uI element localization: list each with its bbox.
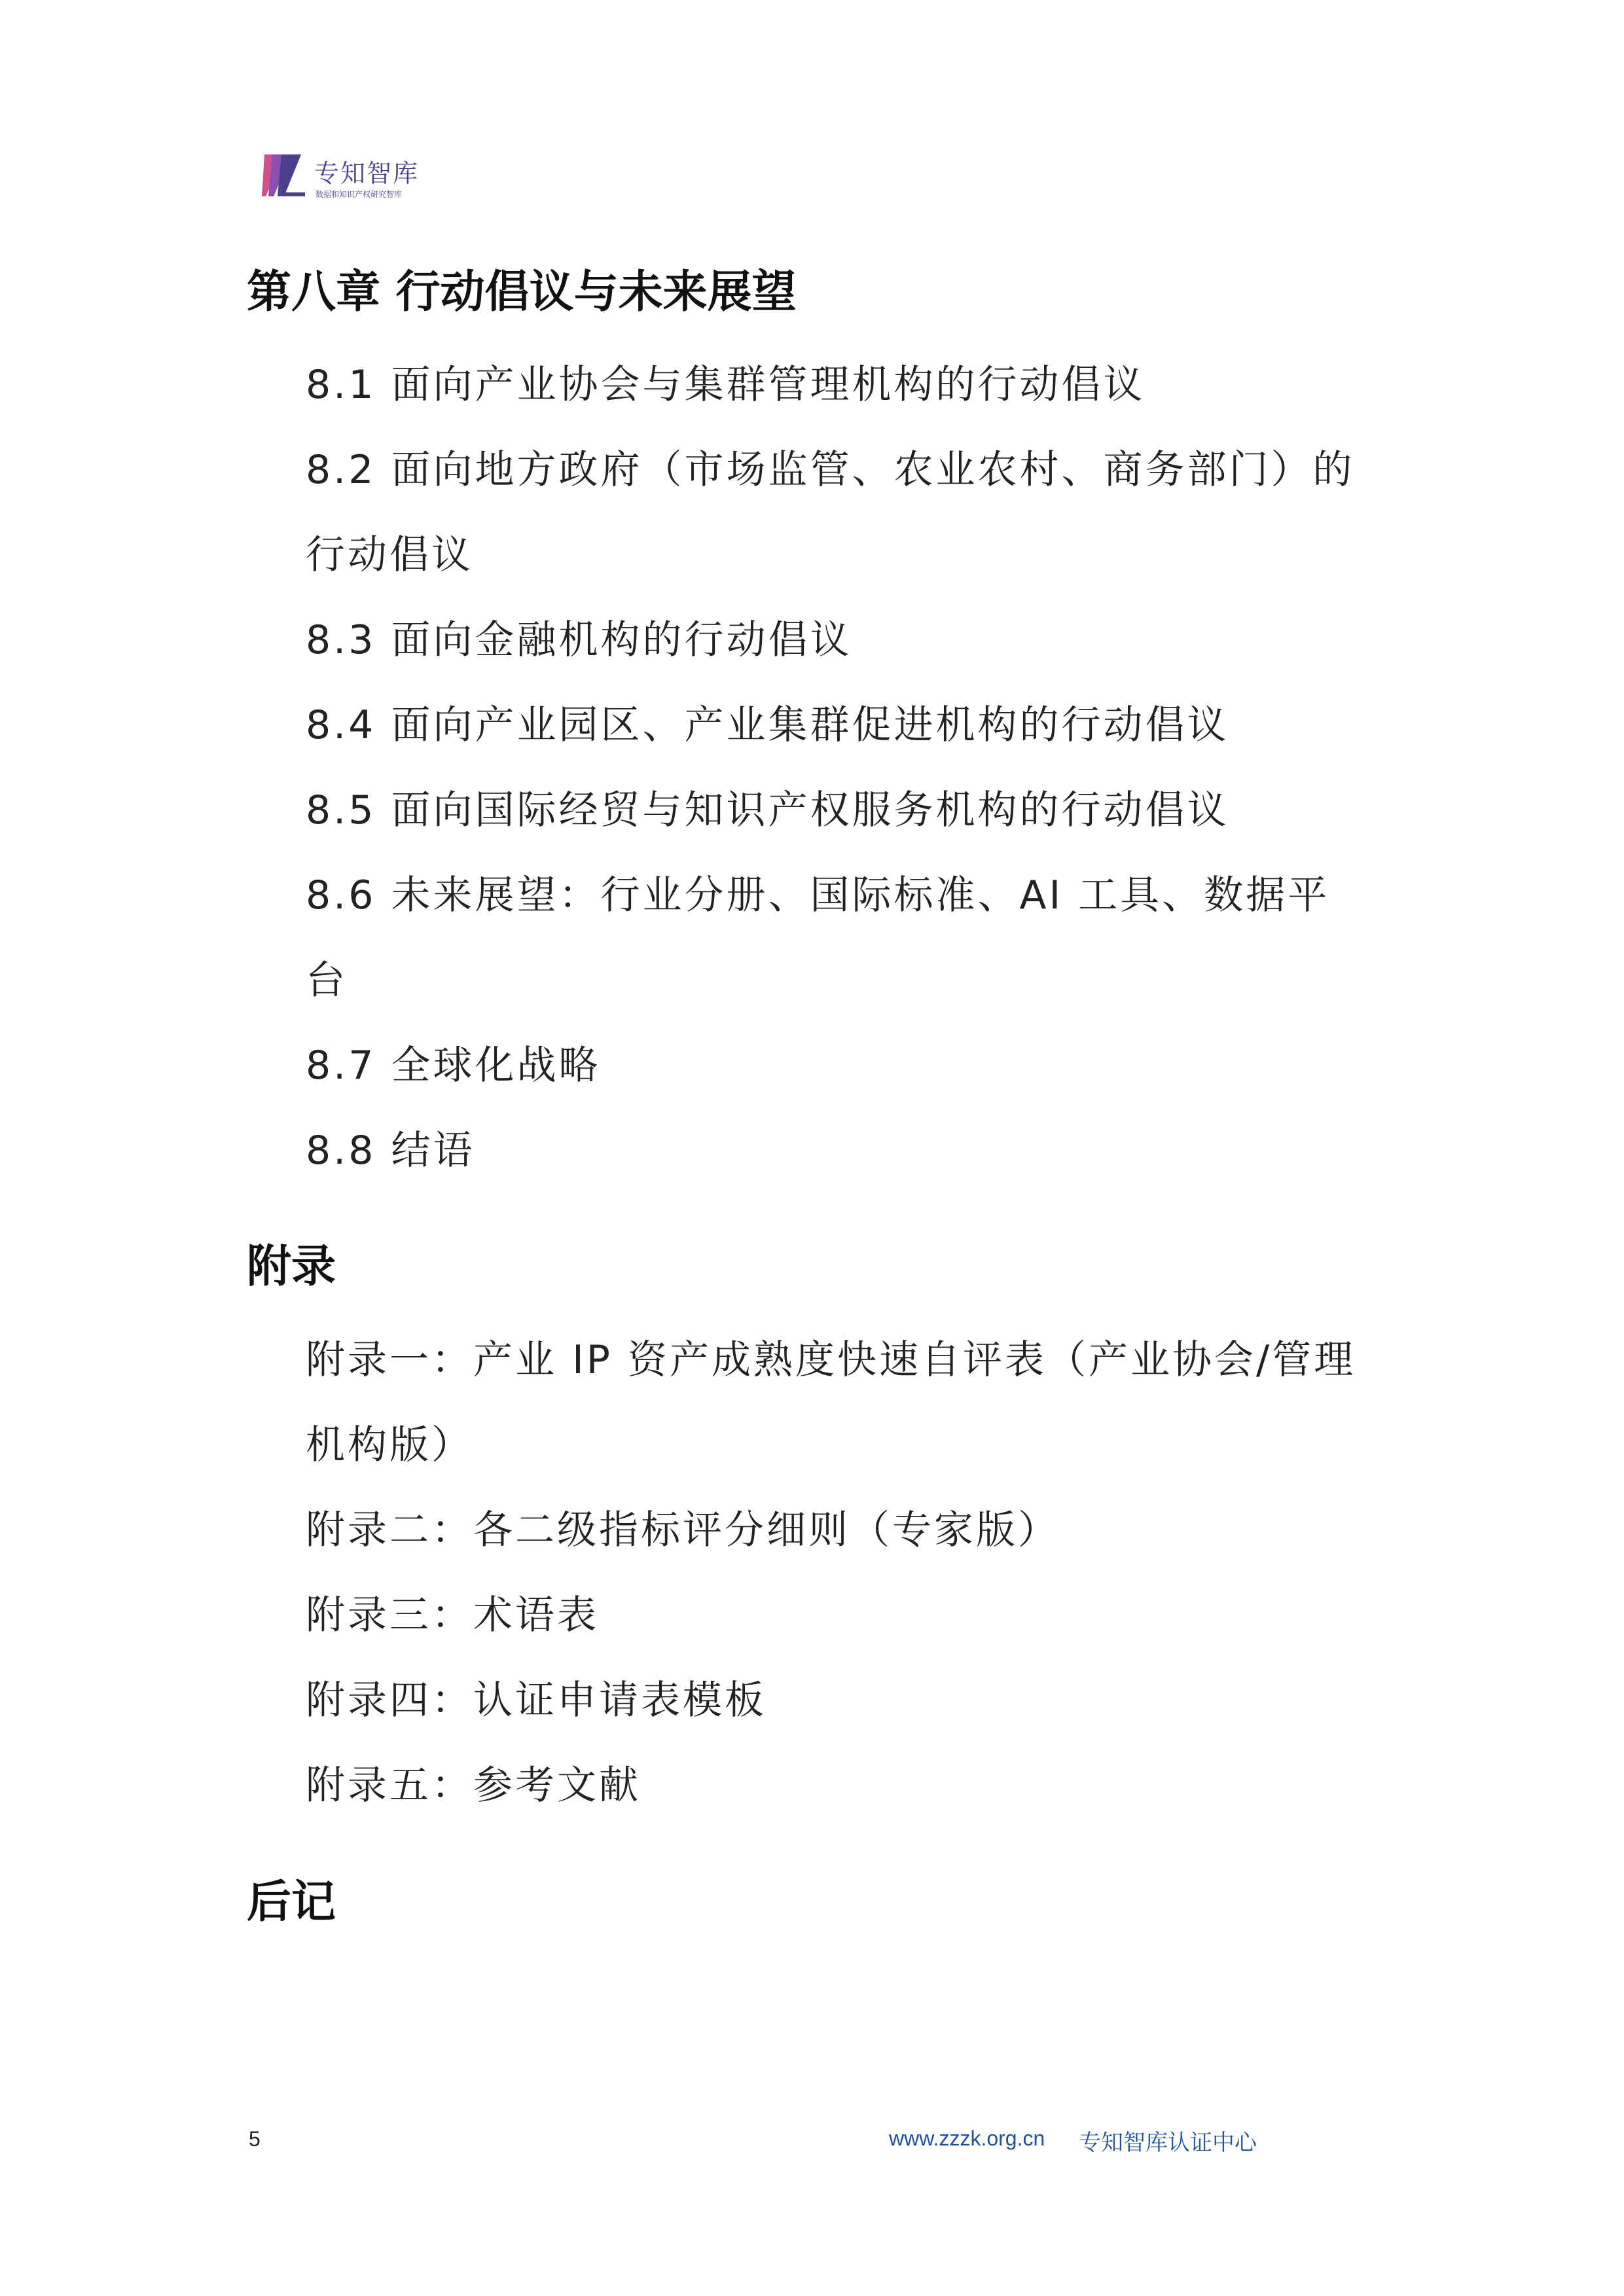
toc-item: 机构版） bbox=[306, 1422, 473, 1468]
footer-url-link[interactable]: www.zzzk.org.cn bbox=[889, 2126, 1045, 2150]
toc-item: 8.4 面向产业园区、产业集群促进机构的行动倡议 bbox=[306, 702, 1229, 748]
toc-item: 8.3 面向金融机构的行动倡议 bbox=[306, 617, 852, 663]
toc-item: 附录五：参考文献 bbox=[306, 1763, 641, 1808]
toc-item: 附录四：认证申请表模板 bbox=[306, 1677, 767, 1723]
toc-item: 附录一：产业 IP 资产成熟度快速自评表（产业协会/管理 bbox=[306, 1337, 1356, 1383]
logo bbox=[262, 152, 445, 204]
chapter-8-heading: 第八章 行动倡议与未来展望 bbox=[247, 266, 797, 318]
page-number: 5 bbox=[249, 2127, 261, 2151]
toc-item: 8.8 结语 bbox=[306, 1128, 475, 1174]
toc-item: 行动倡议 bbox=[306, 532, 473, 578]
toc-item: 附录二：各二级指标评分细则（专家版） bbox=[306, 1507, 1060, 1553]
toc-item: 台 bbox=[306, 958, 348, 1003]
toc-item: 8.2 面向地方政府（市场监管、农业农村、商务部门）的 bbox=[306, 447, 1355, 493]
toc-item: 8.5 面向国际经贸与知识产权服务机构的行动倡议 bbox=[306, 787, 1229, 833]
afterword-heading: 后记 bbox=[247, 1876, 336, 1928]
logo-name: 专知智库 bbox=[314, 159, 420, 188]
zk-logo-icon bbox=[262, 152, 308, 199]
toc-item: 8.6 未来展望：行业分册、国际标准、AI 工具、数据平 bbox=[306, 872, 1330, 918]
toc-item: 8.1 面向产业协会与集群管理机构的行动倡议 bbox=[306, 362, 1146, 408]
toc-item: 8.7 全球化战略 bbox=[306, 1043, 601, 1088]
logo-tagline: 数据和知识产权研究智库 bbox=[316, 190, 403, 199]
appendix-heading: 附录 bbox=[247, 1241, 336, 1293]
footer-org-name: 专知智库认证中心 bbox=[1079, 2130, 1257, 2156]
toc-item: 附录三：术语表 bbox=[306, 1592, 599, 1638]
